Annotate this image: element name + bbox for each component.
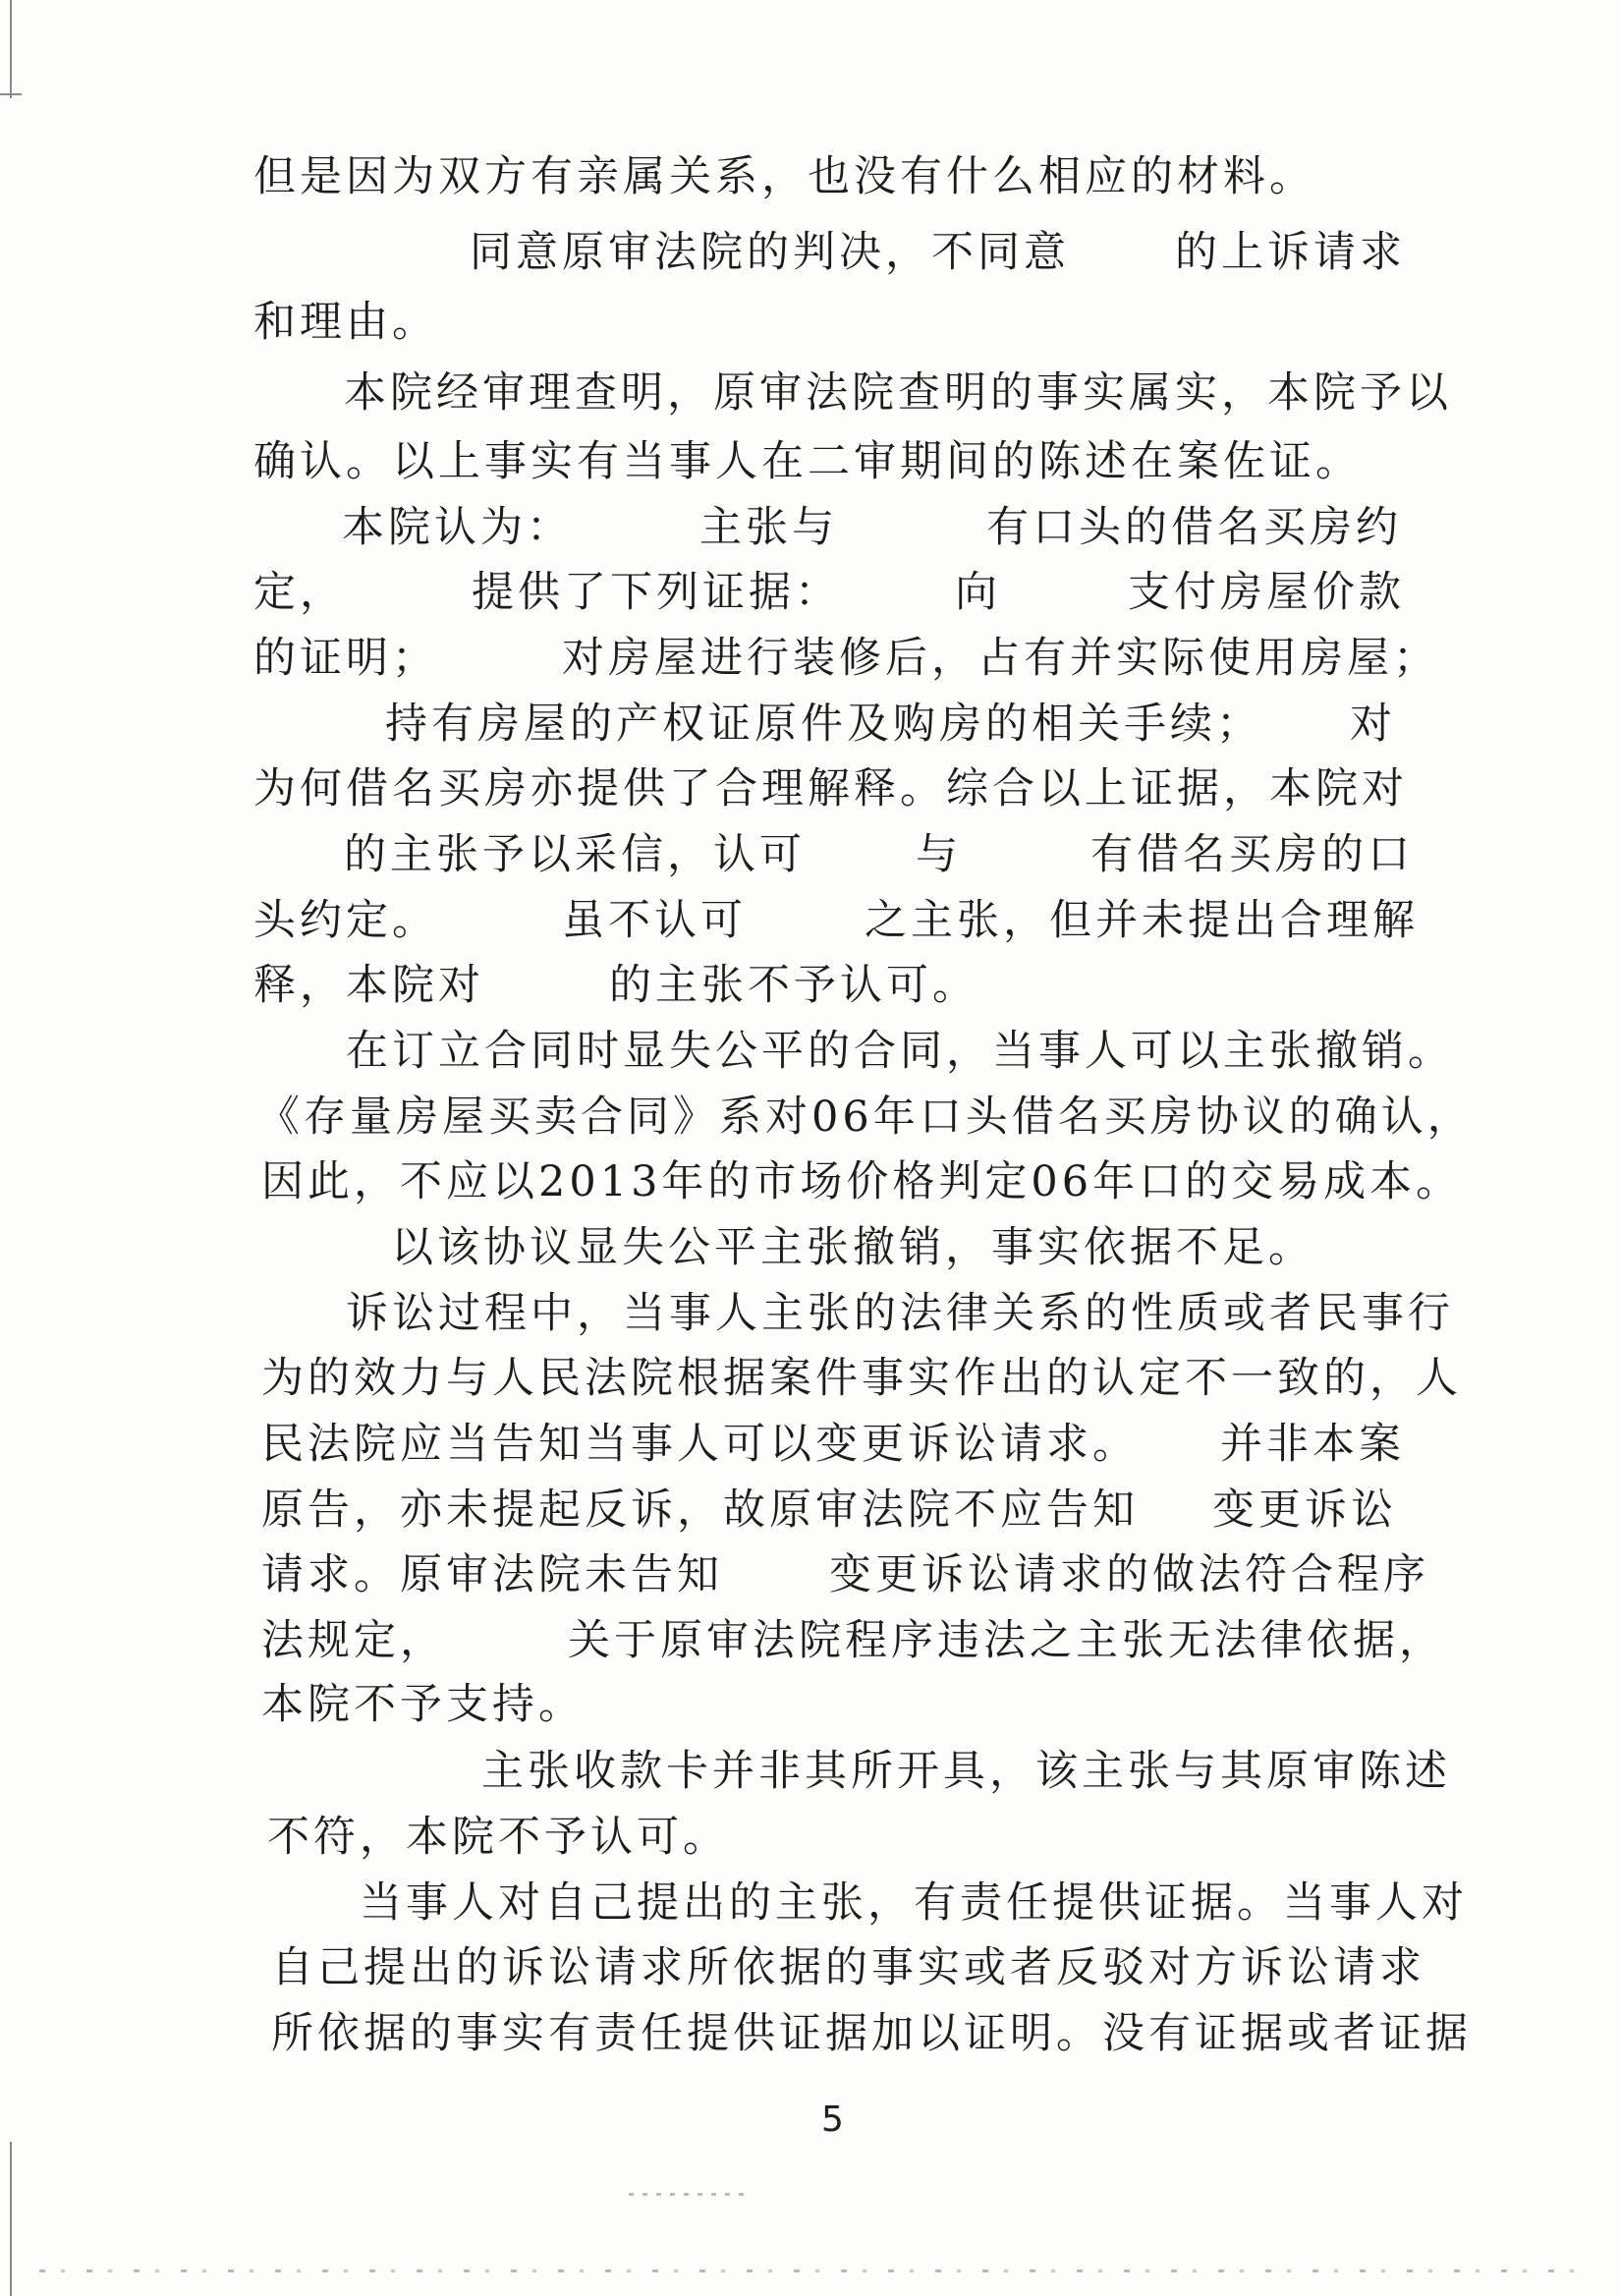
text-line-10: 为何借名买房亦提供了合理解释。综合以上证据，本院对 <box>253 764 1408 813</box>
text-line-7a: 定， <box>253 568 346 617</box>
text-line-2b: 的上诉请求 <box>1175 228 1406 277</box>
text-line-15: 《存量房屋买卖合同》系对06年口头借名买房协议的确认， <box>257 1092 1474 1142</box>
text-line-27: 当事人对自己提出的主张，有责任提供证据。当事人对 <box>360 1878 1468 1928</box>
text-line-12c: 之主张，但并未提出合理解 <box>865 896 1419 945</box>
text-line-21b: 变更诉讼 <box>1212 1485 1397 1535</box>
text-line-23b: 关于原审法院程序违法之主张无法律依据， <box>568 1616 1445 1665</box>
scan-artifact-bottom <box>39 2269 1591 2272</box>
text-line-19: 为的效力与人民法院根据案件事实作出的认定不一致的，人 <box>261 1354 1462 1403</box>
text-line-9b: 对 <box>1350 700 1396 749</box>
scan-artifact <box>629 2193 747 2196</box>
text-line-5: 确认。以上事实有当事人在二审期间的陈述在案佐证。 <box>253 437 1362 486</box>
text-line-20a: 民法院应当告知当事人可以变更诉讼请求。 <box>261 1420 1139 1469</box>
text-line-4: 本院经审理查明，原审法院查明的事实属实，本院予以 <box>344 368 1452 418</box>
text-line-26: 不符，本院不予认可。 <box>267 1813 729 1862</box>
margin-tick <box>0 93 22 95</box>
text-line-6a: 本院认为： <box>342 503 573 552</box>
text-line-14: 在订立合同时显失公平的合同，当事人可以主张撤销。 <box>346 1027 1454 1076</box>
text-line-12a: 头约定。 <box>253 896 438 945</box>
text-line-18: 诉讼过程中，当事人主张的法律关系的性质或者民事行 <box>346 1289 1454 1338</box>
text-line-13a: 释，本院对 <box>253 961 484 1010</box>
text-line-16: 因此，不应以2013年的市场价格判定06年口的交易成本。 <box>261 1157 1463 1206</box>
text-line-11c: 有借名买房的口 <box>1090 830 1414 879</box>
margin-rule-top <box>10 0 12 98</box>
text-line-2a: 同意原审法院的判决，不同意 <box>470 228 1070 277</box>
text-line-25: 主张收款卡并非其所开具，该主张与其原审陈述 <box>481 1747 1451 1796</box>
text-line-3: 和理由。 <box>253 298 438 347</box>
text-line-7c: 向 <box>955 568 1001 617</box>
text-line-8a: 的证明； <box>253 634 438 683</box>
margin-rule-bottom <box>10 2142 12 2296</box>
text-line-20b: 并非本案 <box>1220 1420 1405 1469</box>
text-line-6b: 主张与 <box>699 503 838 552</box>
text-line-11b: 与 <box>916 830 962 879</box>
text-line-9a: 持有房屋的产权证原件及购房的相关手续； <box>385 700 1262 749</box>
text-line-1: 但是因为双方有亲属关系，也没有什么相应的材料。 <box>253 152 1315 201</box>
text-line-11a: 的主张予以采信，认可 <box>344 830 806 879</box>
text-line-17: 以该协议显失公平主张撤销，事实依据不足。 <box>391 1223 1314 1272</box>
text-line-28: 自己提出的诉讼请求所依据的事实或者反驳对方诉讼请求 <box>271 1943 1425 1992</box>
text-line-22a: 请求。原审法院未告知 <box>261 1550 723 1599</box>
text-line-7d: 支付房屋价款 <box>1128 568 1405 617</box>
text-line-22b: 变更诉讼请求的做法符合程序 <box>829 1550 1429 1599</box>
text-line-12b: 虽不认可 <box>562 896 747 945</box>
text-line-29: 所依据的事实有责任提供证据加以证明。没有证据或者证据 <box>271 2009 1472 2058</box>
text-line-13b: 的主张不予认可。 <box>609 961 978 1010</box>
text-line-21a: 原告，亦未提起反诉，故原审法院不应告知 <box>261 1485 1139 1535</box>
text-line-23a: 法规定， <box>261 1616 446 1665</box>
text-line-6c: 有口头的借名买房约 <box>986 503 1402 552</box>
text-line-24: 本院不予支持。 <box>261 1680 585 1729</box>
text-line-8b: 对房屋进行装修后，占有并实际使用房屋； <box>562 634 1439 683</box>
text-line-7b: 提供了下列证据： <box>472 568 841 617</box>
page-number: 5 <box>821 2100 844 2140</box>
